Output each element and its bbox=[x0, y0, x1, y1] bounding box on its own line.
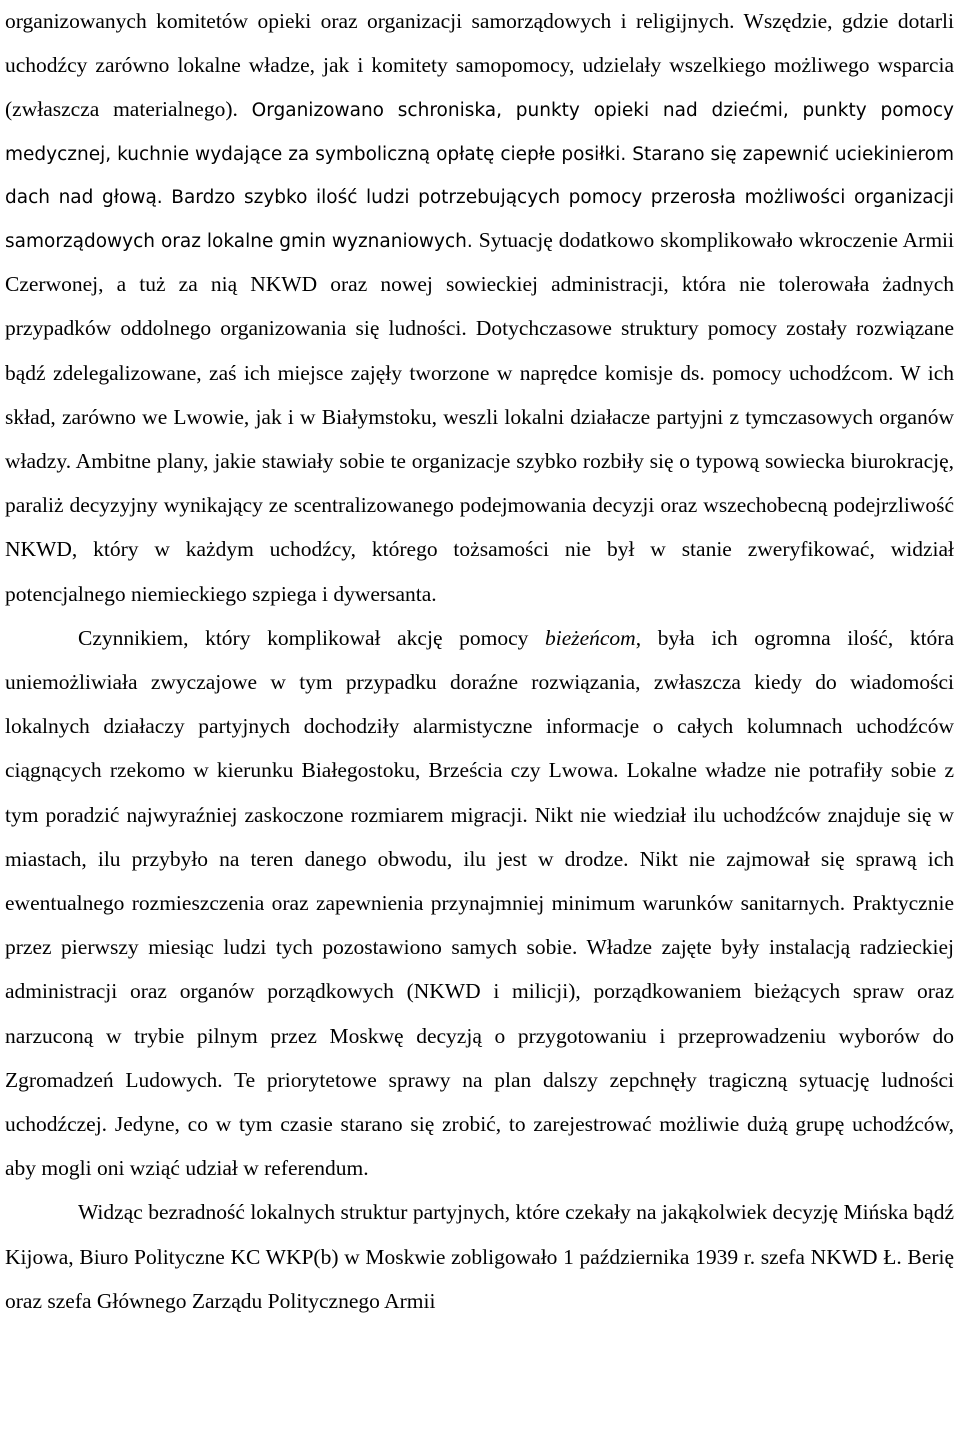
text-segment: , była ich ogromna ilość, która uniemożliwiała zwyczajowe w tym przypadku doraźne rozwiązania, zwłaszcza kiedy do wiadomości lokalnych działaczy partyjnych dochodziły alarmistyczne informacje o całych kolumnach uchodźców ciągnących rzekomo w kierunku Białegostoku, Brześcia czy Lwowa. Lokalne władze nie potrafiły sobie z tym poradzić najwyraźniej zaskoczone rozmiarem migracji. Nikt nie wiedział ilu uchodźców znajduje się w miastach, ilu przybyło na teren danego obwodu, ilu jest w drodze. Nikt nie zajmował się sprawą ich ewentualnego rozmieszczenia oraz zapewnienia przynajmniej minimum warunków sanitarnych. Praktycznie przez pierwszy miesiąc ludzi tych pozostawiono samych sobie. Władze zajęte były instalacją radzieckiej administracji oraz organów porządkowych (NKWD i milicji), porządkowaniem bieżących spraw oraz narzuconą w trybie pilnym przez Moskwę decyzją o przygotowaniu i przeprowadzeniu wyborów do Zgromadzeń Ludowych. Te priorytetowe sprawy na plan dalszy zepchnęły tragiczną sytuację ludności uchodźczej. Jedyne, co w tym czasie starano się zrobić, to zarejestrować możliwie dużą grupę uchodźców, aby mogli oni wziąć udział w referendum. bbox=[5, 625, 954, 1181]
text-segment: Czynnikiem, który komplikował akcję pomocy bbox=[78, 625, 545, 650]
italic-term: bieżeńcom bbox=[544, 625, 636, 650]
paragraph-2 bbox=[5, 617, 954, 1192]
text-segment: Widząc bezradność lokalnych struktur partyjnych, które czekały na jakąkolwiek decyzję Mińska bądź Kijowa, Biuro Polityczne KC WKP(b) w Moskwie zobligowało 1 października 1939 r. szefa NKWD Ł. Berię oraz szefa Głównego Zarządu Politycznego Armii bbox=[5, 1200, 954, 1313]
paragraph-3 bbox=[5, 1191, 954, 1324]
text-segment: organizowanych komitetów opieki oraz organizacji samorządowych i religijnych. Wszędzie, gdzie dotarli uchodźcy zarówno lokalne władze, jak i komitety samopomocy, udzielały wszelkiego możliwego wsparcia (zwłaszcza materialnego). bbox=[5, 9, 954, 122]
text-segment: Organizowano schroniska, punkty opieki nad dziećmi, punkty pomocy medycznej, kuchnie wydające za symboliczną opłatę ciepłe posiłki. Starano się zapewnić uciekinierom dach nad głową. Bardzo szybko ilość ludzi potrzebujących pomocy przerosła możliwości organizacji samorządowych oraz lokalne gmin wyznaniowych. bbox=[5, 100, 954, 253]
text-segment: Sytuację dodatkowo skomplikowało wkroczenie Armii Czerwonej, a tuż za nią NKWD oraz nowej sowieckiej administracji, która nie tolerowała żadnych przypadków oddolnego organizowania się ludności. Dotychczasowe struktury pomocy zostały rozwiązane bądź zdelegalizowane, zaś ich miejsce zajęły tworzone w naprędce komisje ds. pomocy uchodźcom. W ich skład, zarówno we Lwowie, jak i w Białymstoku, weszli lokalni działacze partyjni z tymczasowych organów władzy. Ambitne plany, jakie stawiały sobie te organizacje szybko rozbiły się o typową sowiecka biurokrację, paraliż decyzyjny wynikający ze scentralizowanego podejmowania decyzji oraz wszechobecną podejrzliwość NKWD, który w każdym uchodźcy, którego tożsamości nie był w stanie zweryfikować, widział potencjalnego niemieckiego szpiega i dywersanta. bbox=[5, 228, 954, 606]
paragraph-1 bbox=[5, 0, 954, 617]
